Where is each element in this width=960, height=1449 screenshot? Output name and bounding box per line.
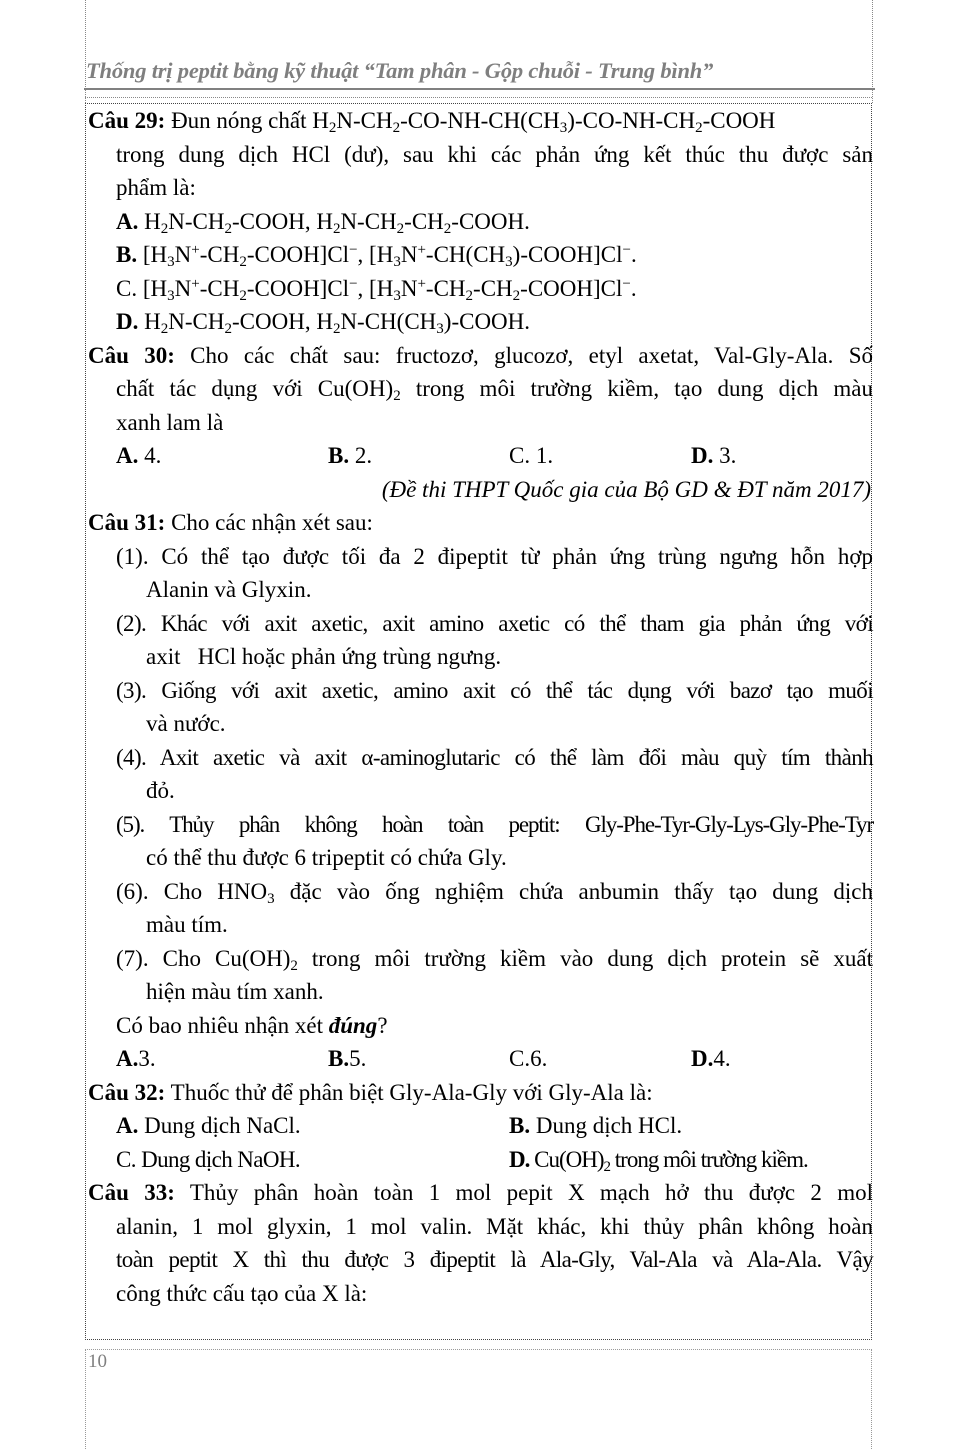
question-30-source: (Đề thi THPT Quốc gia của Bộ GD & ĐT năm 2017) — [381, 476, 871, 502]
question-31 — [88, 506, 873, 1076]
option-c[interactable]: C.6. — [509, 1046, 548, 1071]
statement-2-cont: axit HCl hoặc phản ứng trùng ngưng. — [146, 644, 502, 669]
question-label: Câu 29: — [88, 108, 166, 133]
header-bottom-guide — [85, 97, 872, 98]
statement-2: (2). Khác với axit axetic, axit amino axetic có thể tham gia phản ứng với — [116, 610, 873, 636]
option-b[interactable]: B. $[H_3N^+-CH_2-COOH]Cl^-$, $[H_3N^+-CH(CH_3)-COOH]Cl^-$. — [116, 242, 637, 270]
statement-1: (1). Có thể tạo được tối đa 2 đipeptit từ phản ứng trùng ngưng hỗn hợp — [116, 543, 873, 569]
statement-6: (6). Cho $HNO_3$ đặc vào ống nghiệm chứa anbumin thấy tạo dung dịch — [116, 878, 873, 907]
statement-3: (3). Giống với axit axetic, amino axit có thể tác dụng với bazơ tạo muối — [116, 677, 873, 703]
question-29-line-2: trong dung dịch HCl (dư), sau khi các phản ứng kết thúc thu được sản — [116, 141, 873, 167]
option-a[interactable]: A. Dung dịch NaCl. — [116, 1113, 301, 1138]
option-b[interactable]: B. 2. — [328, 443, 373, 468]
statement-1-cont: Alanin và Glyxin. — [146, 577, 312, 602]
question-31-prompt: Có bao nhiêu nhận xét đúng? — [116, 1012, 388, 1038]
running-header: Thống trị peptit bằng kỹ thuật “Tam phân - Gộp chuỗi - Trung bình” — [86, 58, 714, 83]
option-b[interactable]: B.5. — [328, 1046, 367, 1071]
option-c[interactable]: C. $[H_3N^+-CH_2-COOH]Cl^-$, $[H_3N^+-CH_2-CH_2-COOH]Cl^-$. — [116, 275, 637, 304]
question-32-options-row-2 — [88, 1143, 873, 1177]
option-a[interactable]: A. $H_2N-CH_2$-COOH, $H_2N-CH_2-CH_2$-COOH. — [116, 208, 530, 237]
option-d[interactable]: D. $H_2N-CH_2$-COOH, $H_2N-CH(CH_3)$-COOH. — [116, 309, 531, 337]
question-32-line-1: Câu 32: Thuốc thử để phân biệt Gly-Ala-Gly với Gly-Ala là: — [88, 1079, 653, 1105]
statement-6-cont: màu tím. — [146, 912, 228, 937]
question-31-options — [88, 1042, 873, 1076]
option-a[interactable]: A.3. — [116, 1046, 156, 1071]
statement-4-cont: đỏ. — [146, 778, 175, 803]
option-a[interactable]: A. 4. — [116, 443, 162, 468]
option-c[interactable]: C. Dung dịch NaOH. — [116, 1146, 301, 1172]
question-33 — [88, 1176, 873, 1310]
question-31-line-1: Câu 31: Cho các nhận xét sau: — [88, 510, 373, 535]
statement-7: (7). Cho $Cu(OH)_2$ trong môi trường kiềm vào dung dịch protein sẽ xuất — [116, 945, 873, 974]
option-c[interactable]: C. 1. — [509, 443, 554, 468]
question-29-line-1: Câu 29: Đun nóng chất $H_2N-CH_2-CO-NH-CH(CH_3)-CO-NH-CH_2$-COOH — [88, 108, 776, 136]
question-32 — [88, 1076, 873, 1177]
question-32-options-row-1 — [88, 1109, 873, 1143]
footer — [85, 1349, 872, 1449]
option-b[interactable]: B. Dung dịch HCl. — [509, 1113, 683, 1138]
page-body[interactable] — [88, 104, 873, 1310]
question-30-line-3: xanh lam là — [116, 409, 224, 435]
option-d[interactable]: D.4. — [691, 1046, 731, 1071]
question-29-line-3: phẩm là: — [116, 175, 196, 200]
statement-5: (5). Thủy phân không hoàn toàn peptit: Gly-Phe-Tyr-Gly-Lys-Gly-Phe-Tyr — [116, 811, 873, 837]
question-33-line-3: toàn peptit X thì thu được 3 đipeptit là Ala-Gly, Val-Ala và Ala-Ala. Vậy — [116, 1247, 873, 1272]
question-30-options — [88, 439, 873, 473]
question-33-line-2: alanin, 1 mol glyxin, 1 mol valin. Mặt khác, khi thủy phân không hoàn — [116, 1213, 873, 1239]
header-rule — [84, 88, 875, 90]
question-29 — [88, 104, 873, 339]
statement-5-cont: có thể thu được 6 tripeptit có chứa Gly. — [146, 845, 507, 870]
question-30-line-1: Câu 30: Cho các chất sau: fructozơ, glucozơ, etyl axetat, Val-Gly-Ala. Số — [88, 342, 873, 368]
option-d[interactable]: D. 3. — [691, 443, 737, 468]
page-number: 10 — [88, 1351, 107, 1372]
question-30 — [88, 339, 873, 507]
question-30-line-2: chất tác dụng với $Cu(OH)_2$ trong môi trường kiềm, tạo dung dịch màu — [116, 376, 874, 404]
question-33-line-1: Câu 33: Thủy phân hoàn toàn 1 mol pepit X mạch hở thu được 2 mol — [88, 1180, 873, 1205]
statement-7-cont: hiện màu tím xanh. — [146, 979, 324, 1004]
option-d[interactable]: D. $Cu(OH)_2$ trong môi trường kiềm. — [509, 1146, 808, 1175]
statement-4: (4). Axit axetic và axit α-aminoglutaric có thể làm đổi màu quỳ tím thành — [116, 744, 873, 770]
question-33-line-4: công thức cấu tạo của X là: — [116, 1280, 368, 1306]
statement-3-cont: và nước. — [146, 711, 226, 736]
